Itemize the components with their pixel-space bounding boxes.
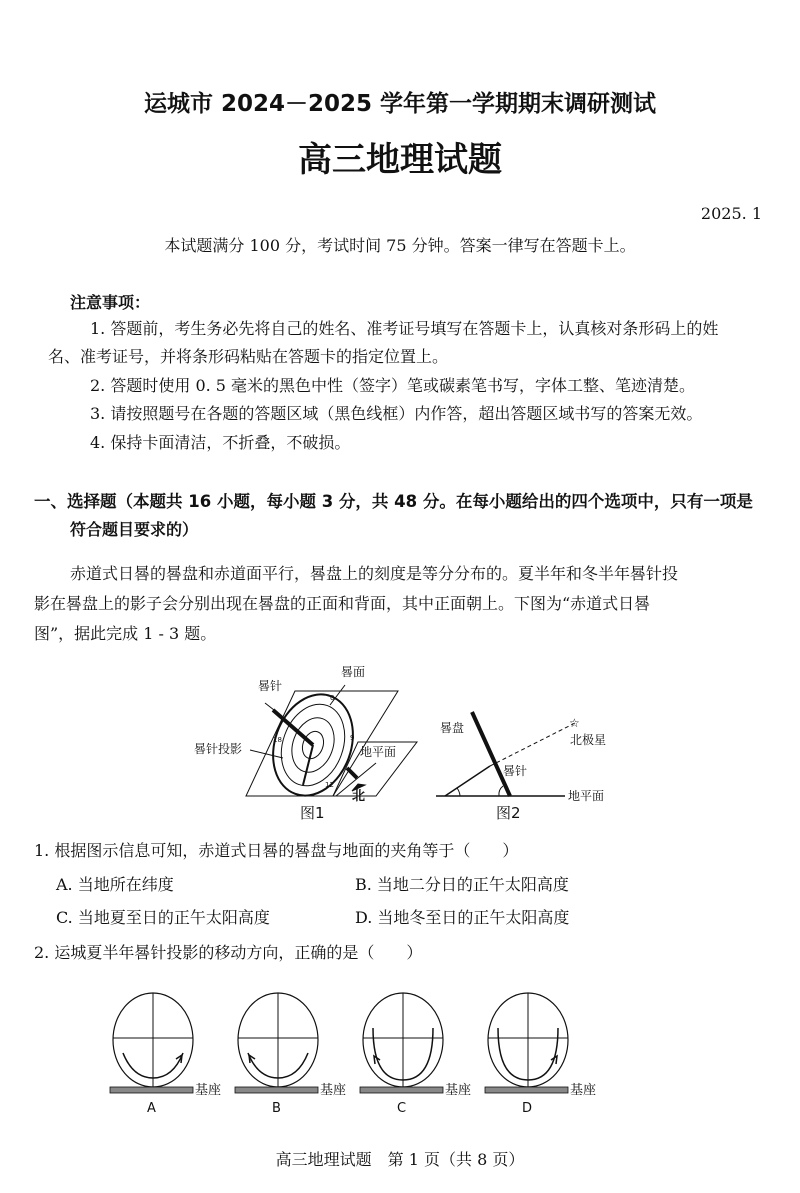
notice-item: 3. 请按照题号在各题的答题区域（黑色线框）内作答，超出答题区域书写的答案无效。 (90, 404, 703, 423)
fig2-caption: 图2 (496, 804, 521, 822)
base-block (235, 1087, 318, 1093)
sundial-figures (180, 660, 620, 830)
fig2-ground-label: 地平面 (568, 789, 605, 803)
notice-item: 1. 答题前，考生务必先将自己的姓名、准考证号填写在答题卡上，认真核对条形码上的姓 (90, 319, 719, 338)
dial-option-D[interactable] (485, 993, 596, 1115)
section-heading: 一、选择题（本题共 16 小题，每小题 3 分，共 48 分。在每小题给出的四个选项中，只有一项是 (34, 492, 753, 511)
base-label: 基座 (195, 1083, 222, 1098)
notice-heading: 注意事项： (70, 293, 151, 312)
option-letter: C (397, 1101, 407, 1115)
dial-option-A[interactable] (110, 993, 221, 1115)
q1-option-d: D. 当地冬至日的正午太阳高度 (355, 908, 570, 927)
page-footer: 高三地理试题 第 1 页（共 8 页） (275, 1150, 525, 1169)
notice-item: 名、准考证号，并将条形码粘贴在答题卡的指定位置上。 (48, 347, 449, 366)
question-1-stem: 1. 根据图示信息可知，赤道式日晷的晷盘与地面的夹角等于（ ） (34, 841, 519, 860)
base-block (485, 1087, 568, 1093)
q1-option-a: A. 当地所在纬度 (56, 875, 174, 894)
notice-item: 4. 保持卡面清洁，不折叠，不破损。 (90, 433, 351, 452)
passage-line: 赤道式日晷的晷盘和赤道面平行，晷盘上的刻度是等分分布的。夏半年和冬半年晷针投 (70, 564, 679, 583)
dial-number: 0 (330, 694, 335, 702)
question-2-stem: 2. 运城夏半年晷针投影的移动方向，正确的是（ ） (34, 943, 423, 962)
fig1-gnomon-label: 晷针 (258, 679, 283, 693)
fig2-dial-label: 晷盘 (440, 721, 465, 735)
passage-line: 影在晷盘上的影子会分别出现在晷盘的正面和背面，其中正面朝上。下图为“赤道式日晷 (34, 594, 651, 613)
fig2-gnomon-label: 晷针 (503, 764, 528, 778)
dial-number: 18 (273, 736, 282, 744)
dial-option-B[interactable] (235, 993, 346, 1115)
option-letter: A (147, 1101, 156, 1115)
dial-number: 9 (350, 734, 355, 742)
q1-option-b: B. 当地二分日的正午太阳高度 (355, 875, 569, 894)
base-block (360, 1087, 443, 1093)
star-icon: ☆ (569, 716, 580, 730)
exam-date: 2025. 1 (700, 204, 762, 223)
fig1-face-label: 晷面 (341, 665, 366, 679)
base-label: 基座 (570, 1083, 597, 1098)
option-letter: B (272, 1101, 281, 1115)
fig1-ground-label: 地平面 (360, 745, 397, 759)
base-label: 基座 (320, 1083, 347, 1098)
q2-options-figure (90, 980, 730, 1115)
dial-number: 12 (325, 781, 334, 789)
dial-option-C[interactable] (360, 993, 471, 1115)
q1-option-c: C. 当地夏至日的正午太阳高度 (56, 908, 270, 927)
base-block (110, 1087, 193, 1093)
base-label: 基座 (445, 1083, 472, 1098)
notice-item: 2. 答题时使用 0. 5 毫米的黑色中性（签字）笔或碳素笔书写，字体工整、笔迹清楚。 (90, 376, 696, 395)
exam-info: 本试题满分 100 分，考试时间 75 分钟。答案一律写在答题卡上。 (164, 236, 636, 255)
section-heading-cont: 符合题目要求的） (70, 520, 199, 539)
fig1-north-label: 北 (352, 789, 366, 804)
passage-line: 图”，据此完成 1 - 3 题。 (34, 624, 217, 643)
exam-title: 运城市 2024－2025 学年第一学期期末调研测试 (143, 91, 657, 117)
fig1-caption: 图1 (300, 804, 325, 822)
fig2-polaris-label: 北极星 (570, 733, 607, 747)
option-letter: D (522, 1101, 533, 1115)
subject-title: 高三地理试题 (298, 140, 502, 180)
fig1-shadow-label: 晷针投影 (194, 742, 243, 756)
